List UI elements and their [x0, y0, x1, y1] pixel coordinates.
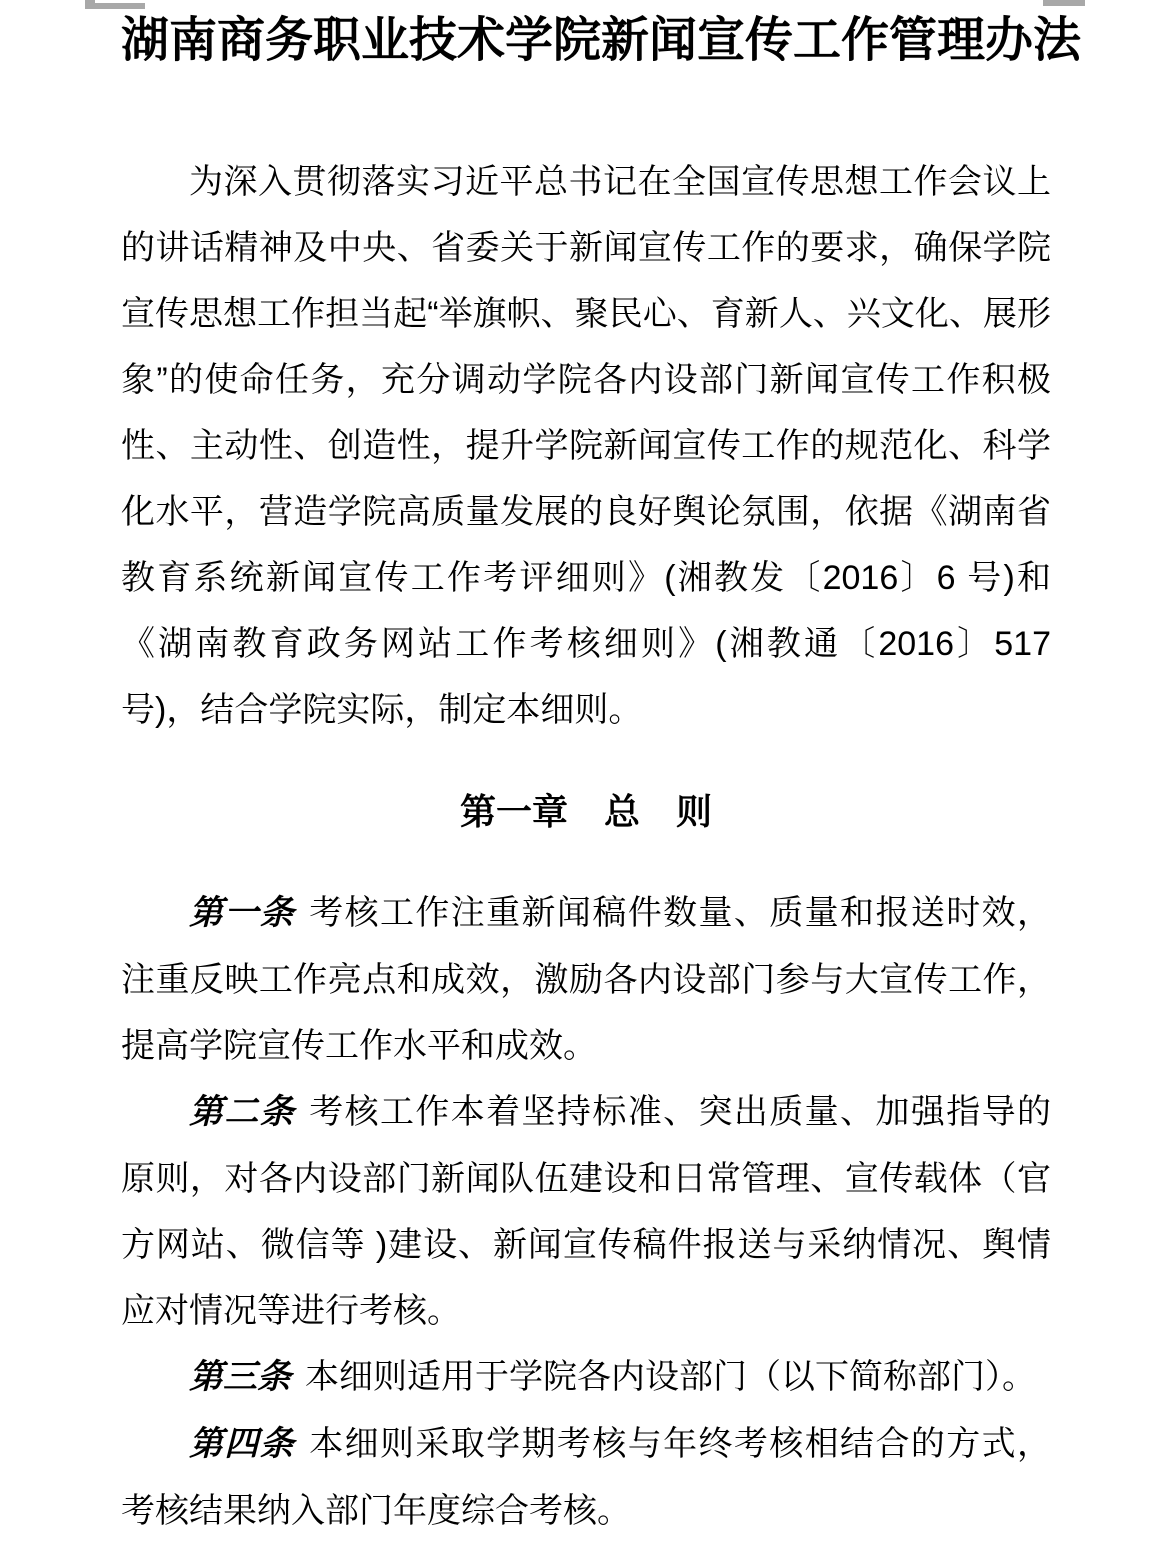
article-2-text: 考核工作本着坚持标准、突出质量、加强指导的原则，对各内设部门新闻队伍建设和日常管理、宣传载体（官方网站、微信等 )建设、新闻宣传稿件报送与采纳情况、舆情应对情况等进行考核。 — [121, 1093, 1052, 1330]
article-4-text: 本细则采取学期考核与年终考核相结合的方式，考核结果纳入部门年度综合考核。 — [121, 1425, 1052, 1530]
article-3-text: 本细则适用于学院各内设部门（以下简称部门）。 — [305, 1358, 1036, 1396]
article-paragraph-1 — [121, 880, 1051, 1079]
document-title: 湖南商务职业技术学院新闻宣传工作管理办法 — [121, 14, 1082, 67]
article-paragraph-3 — [121, 1344, 1051, 1411]
article-1-label: 第一条 — [189, 895, 296, 932]
article-1-text: 考核工作注重新闻稿件数量、质量和报送时效，注重反映工作亮点和成效，激励各内设部门参与大宣传工作，提高学院宣传工作水平和成效。 — [121, 894, 1052, 1065]
intro-paragraph: 为深入贯彻落实习近平总书记在全国宣传思想工作会议上的讲话精神及中央、省委关于新闻宣传工作的要求，确保学院宣传思想工作担当起“举旗帜、聚民心、育新人、兴文化、展形象”的使命任务，充分调动学院各内设部门新闻宣传工作积极性、主动性、创造性，提升学院新闻宣传工作的规范化、科学化水平，营造学院高质量发展的良好舆论氛围，依据《湖南省教育系统新闻宣传工作考评细则》(湘教发〔2016〕6 号)和《湖南教育政务网站工作考核细则》(湘教通〔2016〕517 号)，结合学院实际，制定本细则。 — [121, 163, 1051, 729]
article-4-label: 第四条 — [189, 1426, 296, 1463]
article-paragraph-2 — [121, 1079, 1051, 1344]
page-corner-mark-left-vertical — [85, 0, 95, 9]
document-content — [121, 0, 1082, 1544]
article-2-label: 第二条 — [189, 1094, 296, 1131]
article-3-label: 第三条 — [189, 1359, 291, 1396]
chapter-heading: 第一章 总 则 — [459, 791, 712, 832]
article-paragraph-4 — [121, 1411, 1051, 1544]
